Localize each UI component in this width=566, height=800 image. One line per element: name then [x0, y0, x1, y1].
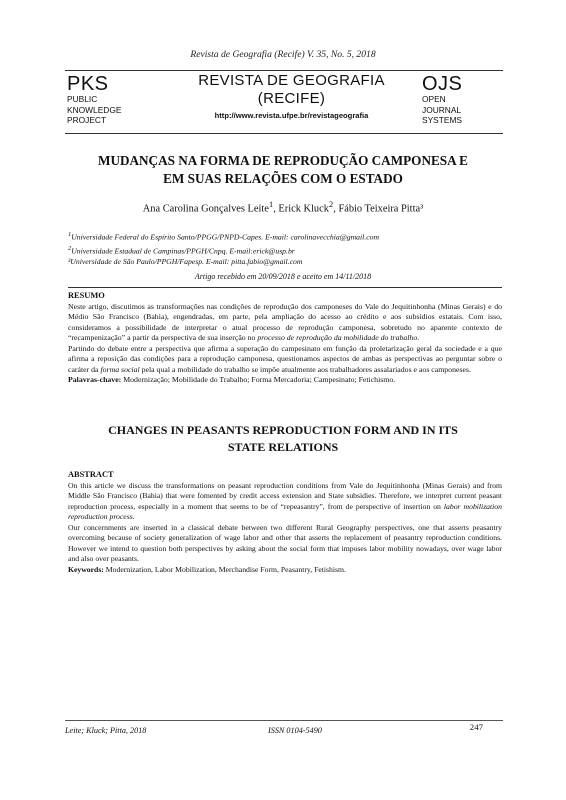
journal-name-block: [170, 72, 413, 120]
affiliation-2-mark: 2: [68, 244, 72, 252]
abstract-heading: ABSTRACT: [68, 470, 114, 479]
page-footer: [65, 722, 503, 740]
resumo-keywords-text: Modernização; Mobilidade do Trabalho; Forma Mercadoria; Campesinato; Fetichismo.: [121, 375, 396, 384]
english-title: [50, 422, 516, 456]
abstract-section: [68, 470, 502, 575]
affiliation-1: [68, 229, 379, 243]
affiliation-2: [68, 243, 379, 257]
resumo-p1-emphasis: processo de reprodução da mobilidade do trabalho: [257, 333, 418, 342]
pks-logo-text: PKS: [67, 73, 109, 95]
paper-title: [40, 152, 526, 188]
footer-issn: ISSN 0104-5490: [268, 726, 322, 735]
ojs-logo: [422, 74, 500, 126]
pks-line-3: PROJECT: [67, 115, 107, 125]
author-3: Fábio Teixeira Pitta³: [338, 203, 424, 215]
paper-title-line-2: EM SUAS RELAÇÕES COM O ESTADO: [163, 171, 403, 186]
affiliation-3-text: ³Universidade de São Paulo/PPGH/Fapesp. E-mail: pitta.fabio@gmail.com: [68, 257, 303, 267]
abstract-p1-text: On this article we discuss the transformations on peasant reproduction conditions from Vale do Jequitinhonha (Minas Gerais) and from Middle São Francisco (Bahia) that were fomented by credit access extension and State subsidies. Therefore, we interpret current peasant reproduction process, especially in a moment that seems to be of “repeasantry”, from de perspective of insertion on: [68, 480, 502, 511]
resumo-p2-text: Partindo do debate entre a perspectiva que afirma a superação do campesinato em função da proletarização geral da sociedade e a que afirma a reposição das condições para a reprodução camponesa, questionamos aspectos de ambas as perspectivas ao perguntar sobre o caráter da: [68, 343, 502, 374]
author-1: Ana Carolina Gonçalves Leite: [142, 203, 269, 215]
affiliation-list: [68, 229, 379, 267]
ojs-line-2: JOURNAL: [422, 104, 462, 115]
abstract-keywords-label: Keywords:: [68, 564, 104, 574]
page-number: 247: [469, 722, 483, 732]
author-2-affiliation-mark: 2: [328, 199, 334, 209]
ojs-logo-text: OJS: [422, 73, 463, 95]
english-title-line-2: STATE RELATIONS: [227, 440, 339, 454]
resumo-heading: RESUMO: [68, 291, 105, 300]
paper-title-line-1: MUDANÇAS NA FORMA DE REPRODUÇÃO CAMPONESA E: [98, 153, 468, 168]
author-2: Erick Kluck: [278, 203, 329, 215]
journal-masthead: [65, 70, 503, 134]
abstract-paragraph-1: [68, 481, 502, 523]
resumo-keywords-label: Palavras-chave:: [68, 375, 122, 384]
affiliation-3: [68, 256, 379, 267]
received-accepted-dates: Artigo recebido em 20/09/2018 e aceito em 14/11/2018: [194, 272, 372, 281]
resumo-section: [68, 287, 502, 386]
resumo-paragraph-2: [68, 344, 502, 376]
resumo-keywords: [68, 375, 502, 386]
running-header: Revista de Geografia (Recife) V. 35, No. 5, 2018: [190, 49, 376, 60]
footer-authors: Leite; Kluck; Pitta, 2018: [65, 726, 147, 735]
resumo-p2-emphasis: forma social: [100, 364, 140, 374]
resumo-p1-end: .: [417, 333, 420, 342]
ojs-line-1: OPEN: [422, 94, 446, 104]
affiliation-2-text: Universidade Estadual de Campinas/PPGH/Cnpq. E-mail:erick@usp.br: [71, 246, 295, 256]
abstract-paragraph-2: Our concernments are inserted in a classical debate between two different Rural Geography perspectives, one that asserts peasantry overcoming because of society generalization of wage labor and other that asserts the replacement of peasantry reproduction conditions. However we intend to question both perspectives by asking about the social form that imposes labor mobility nowadays, over wage labor and also over peasants.: [68, 522, 502, 563]
resumo-p1-text: Neste artigo, discutimos as transformações nas condições de reprodução dos camponeses do Vale do Jequitinhonha (Minas Gerais) e do Médio São Francisco (Bahia), engendradas, em parte, pela ampliação do acesso ao crédito e aos subsídios estatais. Com isso, consideramos a possibilidade de interpretar o atual processo de reprodução camponesa, sobretudo no aparente contexto de “recampenização” a partir da perspectiva de sua inserção no: [68, 301, 502, 342]
affiliation-1-text: Universidade Federal do Espírito Santo/PPGG/PNPD-Capes. E-mail: carolinavecchia@gmail.com: [71, 232, 380, 242]
resumo-paragraph-1: [68, 302, 502, 344]
author-1-affiliation-mark: 1: [268, 199, 274, 209]
abstract-keywords-text: Modernization, Labor Mobilization, Merchandise Form, Peasantry, Fetishism.: [103, 564, 346, 574]
abstract-p1-emphasis: labor mobilization reproduction process: [68, 501, 502, 521]
abstract-keywords: [68, 565, 502, 576]
abstract-p1-end: .: [132, 512, 135, 521]
ojs-line-3: SYSTEMS: [422, 115, 463, 125]
english-title-line-1: CHANGES IN PEASANTS REPRODUCTION FORM AND IN ITS: [108, 423, 458, 437]
journal-url-link[interactable]: http://www.revista.ufpe.br/revistageografia: [214, 111, 369, 120]
pks-line-1: PUBLIC: [67, 94, 98, 104]
resumo-p2-end: pela qual a mobilidade do trabalho se impõe atualmente aos trabalhadores assalariados e aos camponeses.: [139, 364, 471, 374]
affiliation-1-mark: 1: [68, 231, 72, 238]
journal-title-line-2: (RECIFE): [257, 90, 326, 107]
pks-line-2: KNOWLEDGE: [67, 104, 122, 115]
author-list: Ana Carolina Gonçalves Leite$^1$, Erick Kluck$^2$, Fábio Teixeira Pitta³: [142, 199, 424, 215]
pks-logo: [67, 74, 121, 126]
journal-title-line-1: REVISTA DE GEOGRAFIA: [198, 72, 385, 89]
footer-divider: [65, 720, 503, 721]
